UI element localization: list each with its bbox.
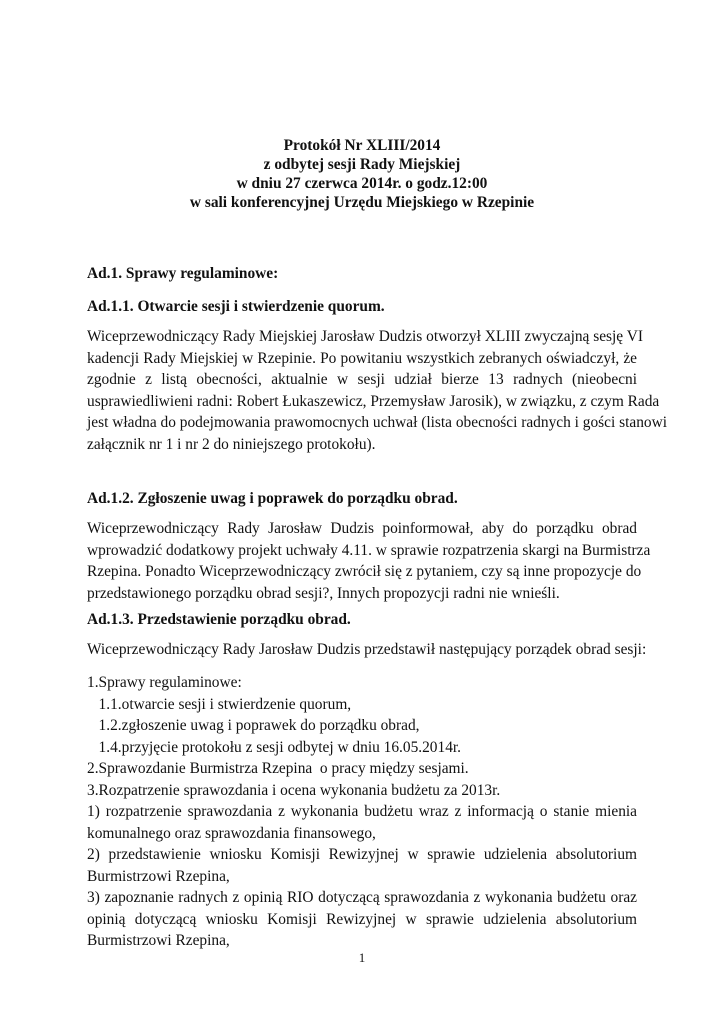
title-line-4: w sali konferencyjnej Urzędu Miejskiego w Rzepinie [189,194,535,211]
agenda-item: 2) przedstawienie wniosku Komisji Rewizyjnej w sprawie udzielenia absolutorium [87,846,637,863]
paragraph-line: Wiceprzewodniczący Rady Jarosław Dudzis przedstawił następujący porządek obrad sesji: [87,641,647,658]
paragraph-line: Wiceprzewodniczący Rady Jarosław Dudzis poinformował, aby do porządku obrad [87,520,637,537]
heading-ad13: Ad.1.3. Przedstawienie porządku obrad. [87,611,351,628]
agenda-item: Burmistrzowi Rzepina, [87,932,230,949]
page-number: 1 [358,950,366,965]
paragraph-ad13 [87,639,647,661]
paragraph-line: załącznik nr 1 i nr 2 do niniejszego protokołu). [87,435,376,453]
paragraph-line: jest władna do podejmowania prawomocnych uchwał (lista obecności radnych i gości stanowi [87,414,667,431]
agenda-item: 1.1.otwarcie sesji i stwierdzenie quorum, [87,695,352,713]
heading-ad1: Ad.1. Sprawy regulaminowe: [87,265,279,282]
paragraph-ad12 [87,518,651,604]
title-line-2: z odbytej sesji Rady Miejskiej [263,156,461,173]
agenda-item: opinią dotyczącą wniosku Komisji Rewizyjnej w sprawie udzielenia absolutorium [87,910,637,928]
agenda-item: komunalnego oraz sprawozdania finansowego, [87,824,376,842]
agenda-list [87,672,637,952]
paragraph-ad11 [87,326,667,455]
title-line-3: w dniu 27 czerwca 2014r. o godz.12:00 [236,175,488,192]
agenda-item: 1) rozpatrzenie sprawozdania z wykonania budżetu wraz z informacją o stanie mienia [87,803,637,820]
heading-ad12: Ad.1.2. Zgłoszenie uwag i poprawek do porządku obrad. [87,490,458,507]
agenda-item: 2.Sprawozdanie Burmistrza Rzepina o pracy między sesjami. [87,760,469,777]
paragraph-line: usprawiedliwieni radni: Robert Łukaszewicz, Przemysław Jarosik), w związku, z czym Rada [87,392,660,410]
agenda-item: 1.2.zgłoszenie uwag i poprawek do porządku obrad, [87,717,420,734]
agenda-item: 1.Sprawy regulaminowe: [87,674,242,691]
paragraph-line: wprowadzić dodatkowy projekt uchwały 4.11. w sprawie rozpatrzenia skargi na Burmistrza [87,541,651,559]
paragraph-line: przedstawionego porządku obrad sesji?, Innych propozycji radni nie wnieśli. [87,584,560,602]
agenda-item: 3) zapoznanie radnych z opinią RIO dotyczącą sprawozdania z wykonania budżetu oraz [87,889,637,906]
agenda-item: 1.4.przyjęcie protokołu z sesji odbytej w dniu 16.05.2014r. [87,738,462,756]
agenda-item: 3.Rozpatrzenie sprawozdania i ocena wykonania budżetu za 2013r. [87,781,501,799]
heading-ad11: Ad.1.1. Otwarcie sesji i stwierdzenie quorum. [87,298,385,315]
paragraph-line: Wiceprzewodniczący Rady Miejskiej Jarosław Dudzis otworzył XLIII zwyczajną sesję VI [87,328,643,345]
paragraph-line: zgodnie z listą obecności, aktualnie w sesji udział bierze 13 radnych (nieobecni [87,371,637,388]
paragraph-line: kadencji Rady Miejskiej w Rzepinie. Po powitaniu wszystkich zebranych oświadczył, że [87,349,637,367]
agenda-item: Burmistrzowi Rzepina, [87,867,230,885]
paragraph-line: Rzepina. Ponadto Wiceprzewodniczący zwrócił się z pytaniem, czy są inne propozycje do [87,563,642,580]
title-line-1: Protokół Nr XLIII/2014 [283,137,441,154]
protocol-title [0,136,724,212]
